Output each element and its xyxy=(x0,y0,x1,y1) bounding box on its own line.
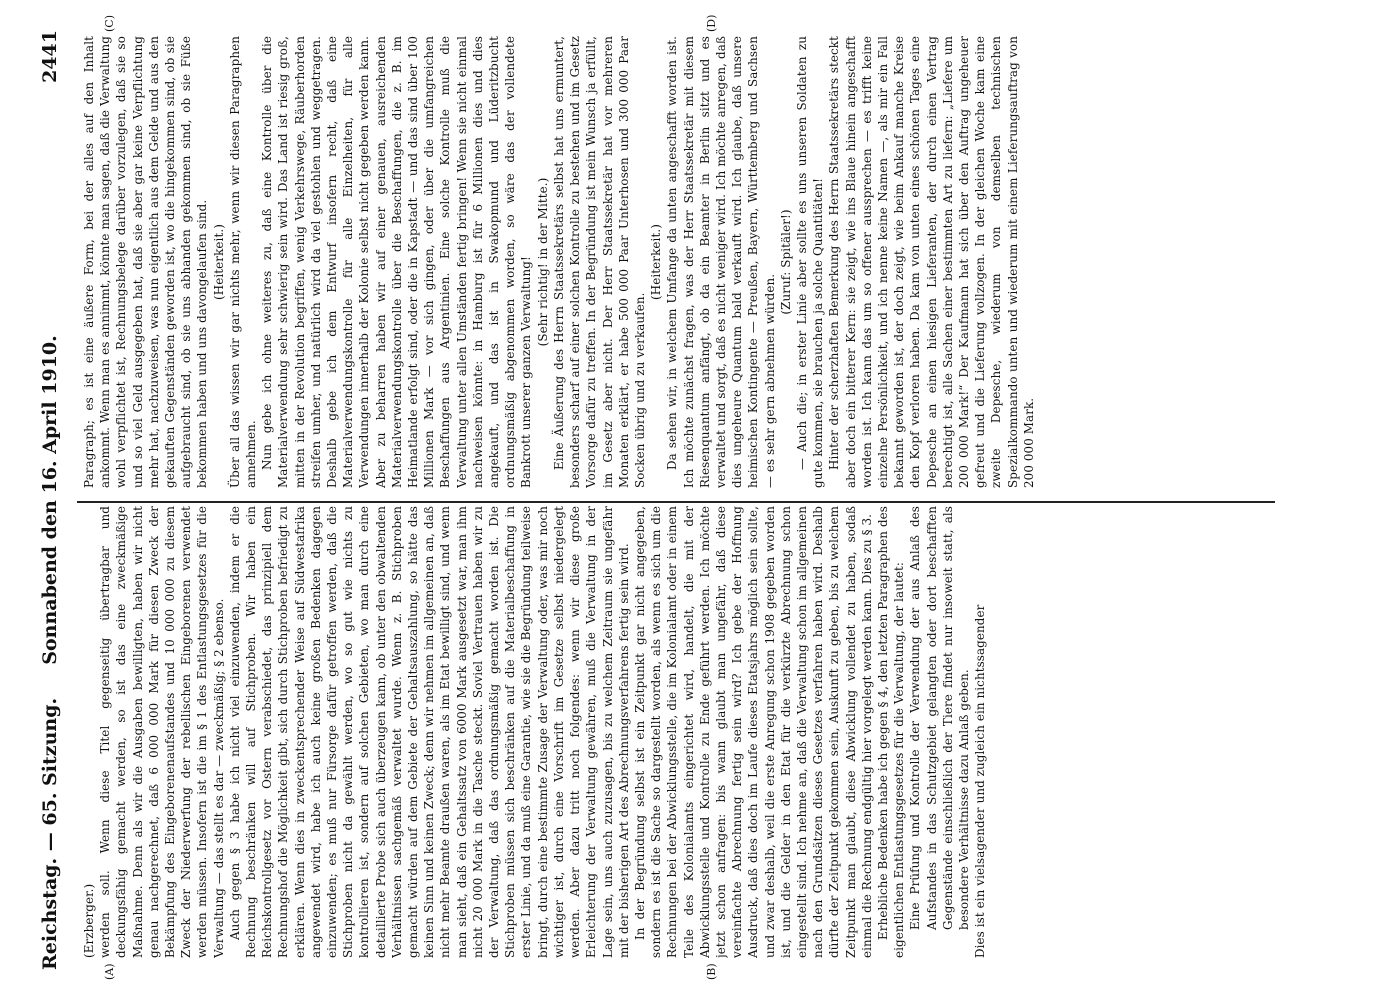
paragraph: Über all das wissen wir gar nichts mehr, wenn wir diesen Paragraphen annehmen. xyxy=(227,36,259,488)
paragraph: werden soll. Wenn diese Titel gegenseitig übertragbar und deckungsfähig gemacht werden, so ist das eine zweckmäßige Maßnahme. Denn als wir die Ausgaben bewilligten, haben wir nicht genau nachgerechnet, daß 6 000 000 Mark für diesen Zweck der Bekämpfung des Eingeborenenaufstandes und 10 000 000 zu diesem Zweck der Niederwerfung der rebellischen Eingeborenen verwendet werden müssen. Insofern ist die im § 1 des Entlastungsgesetzes für die Verwaltung — das stellt es dar — zweckmäßig; § 2 ebenso. xyxy=(98,506,226,958)
margin-mark-d: (D) xyxy=(705,14,718,32)
paragraph: In der Begründung selbst ist ein Zeitpunkt gar nicht angegeben, sondern es ist die Sache so dargestellt worden, als wenn es sich um die Rechnungen bei der Abwicklungsstelle, die im Kolonialamt oder in einem Teile des Kolonialamts eingerichtet wird, handelt, die mit der Abwicklungsstelle und Kontrolle zu Ende geführt werden. Ich möchte jetzt schon anfragen: bis wann glaubt man ungefähr, daß diese vereinfachte Abrechnung fertig sein wird? Ich gebe der Hoffnung Ausdruck, daß dies doch im Laufe dieses Etatsjahrs möglich sein sollte, und zwar deshalb, weil die erste Anregung schon 1908 gegeben worden ist, und die Gelder in den Etat für die verkürzte Abrechnung schon eingestellt sind. Ich nehme an, daß die Verwaltung schon im allgemeinen nach den Grundsätzen dieses Gesetzes verfahren haben wird. Deshalb dürfte der Zeitpunkt gekommen sein, Auskunft zu geben, bis zu welchem Zeitpunkt man glaubt, diese Abwicklung vollendet zu haben, sodaß einmal die Rechnung endgültig hier vorgelegt werden kann. Dies zu § 3. xyxy=(632,506,874,958)
margin-mark-b: (B) xyxy=(705,963,718,980)
column-divider xyxy=(77,501,1275,503)
left-column xyxy=(81,506,1271,958)
paragraph: Dies ist ein vielsagender und zugleich ein nichtssagender xyxy=(973,604,988,958)
interjection: (Sehr richtig! in der Mitte.) xyxy=(535,177,550,347)
right-column xyxy=(81,36,1271,488)
paragraph: Erhebliche Bedenken habe ich gegen § 4, den letzten Paragraphen des eigentlichen Entlastungsgesetzes für die Verwaltung, der lautet: xyxy=(875,506,907,958)
page-number: 2441 xyxy=(39,30,61,83)
paragraph: Hinter der scherzhaften Bemerkung des Herrn Staatssekretärs steckt aber doch ein bitterer Kern: sie zeigt, wie ins Blaue hinein angeschafft worden ist. Ich kann das um so offener aussprechen — es trifft keine einzelne Persönlichkeit, und ich nenne keine Namen —, als mir ein Fall bekannt geworden ist, der doch zeigt, wie beim Ankauf manche Kreise den Kopf verloren haben. Da kam von unten eines schönen Tages eine Depesche an einen hiesigen Lieferanten, der durch einen Vertrag berechtigt ist, alle Sachen einer bestimmten Art zu liefern: „Liefere um 200 000 Mark!“ Der Kaufmann hat sich über den Auftrag ungeheuer gefreut und die Lieferung vollzogen. In der gleichen Woche kam eine zweite Depesche, wiederum von demselben technischen Spezialkommando unten und wiederum mit einem Lieferungsauftrag von 200 000 Mark. xyxy=(827,36,1036,488)
paragraph: Nun gebe ich ohne weiteres zu, daß eine Kontrolle über die Materialverwendung sehr schwierig sein wird. Das Land ist riesig groß, mitten in der Revolution begriffen, wenig Verkehrswege, Räuberhorden streifen umher, und natürlich wird da viel gestohlen und weggetragen. Deshalb gebe ich dem Entwurf insofern recht, daß eine Materialverwendungskontrolle für alle Einzelheiten, für alle Verwendungen innerhalb der Kolonie selbst nicht gegeben werden kann. Aber zu beharren haben wir auf einer genauen, ausreichenden Materialverwendungskontrolle über die Beschaffungen, die z. B. im Heimatlande erfolgt sind, oder die in Kapstadt — und das sind über 100 Millionen Mark — vor sich gingen, oder über die umfangreichen Beschaffungen aus Argentinien. Eine solche Kontrolle muß die Verwaltung unter allen Umständen fertig bringen! Wenn sie nicht einmal nachweisen könnte: in Hamburg ist für 6 Millionen dies und dies angekauft, und das ist in Swakopmund und Lüderitzbucht ordnungsmäßig abgenommen worden, so wäre das der vollendete Bankrott unserer ganzen Verwaltung! xyxy=(260,36,534,488)
header-left: Reichstag. — 65. Sitzung. xyxy=(39,697,61,970)
header-date: Sonnabend den 16. April 1910. xyxy=(39,335,61,665)
interjection: (Heiterkeit.) xyxy=(649,224,664,300)
paragraph: Da sehen wir, in welchem Umfange da unten angeschafft worden ist. Ich möchte zunächst fragen, was der Herr Staatssekretär mit diesem Riesenquantum anfängt, ob da ein Beamter in Berlin sitzt und es verwaltet und sorgt, daß es nicht weniger wird. Ich möchte anregen, daß dies ungeheure Quantum bald verkauft wird. Ich glaube, daß unsere heimischen Kontingente — Preußen, Bayern, Württemberg und Sachsen — es sehr gern abnehmen würden. xyxy=(665,36,777,488)
speaker-tag: (Erzberger.) xyxy=(82,883,96,958)
paragraph: Auch gegen § 3 habe ich nicht viel einzuwenden, indem er die Rechnung beschränken will auf Stichproben. Wir haben ein Reichskontrollgesetz vor Ostern verabschiedet, das prinzipiell dem Rechnungshof die Möglichkeit gibt, sich durch Stichproben befriedigt zu erklären. Wenn dies in zweckentsprechender Weise auf Südwestafrika angewendet wird, habe ich auch keine großen Bedenken dagegen einzuwenden; es muß nur Fürsorge dafür getroffen werden, daß die Stichproben nicht da gewählt werden, wo so gut wie nichts zu kontrollieren ist, sondern auf solchen Gebieten, wo man durch eine detaillierte Probe sich auch überzeugen kann, ob unter den obwaltenden Verhältnissen sachgemäß verwaltet wurde. Wenn z. B. Stichproben gemacht würden auf dem Gebiete der Gehaltsauszahlung, so hätte das keinen Sinn und keinen Zweck; denn wir nehmen im allgemeinen an, daß nicht mehr Beamte draußen waren, als im Etat bewilligt sind, und wenn man sieht, daß ein Gehaltssatz von 6000 Mark ausgesetzt war, man ihm nicht 20 000 Mark in die Tasche steckt. Soviel Vertrauen haben wir zu der Verwaltung, daß das ordnungsmäßig gemacht worden ist. Die Stichproben müssen sich beschränken auf die Materialbeschaffung in erster Linie, und da muß eine Garantie, wie sie die Begründung teilweise bringt, durch eine bestimmte Zusage der Verwaltung oder, was mir noch wichtiger ist, durch eine Vorschrift im Gesetze selbst niedergelegt werden. Aber dazu tritt noch folgendes: wenn wir diese große Erleichterung der Verwaltung gewähren, muß die Verwaltung in der Lage sein, uns auch zuzusagen, bis zu welchem Zeitraum sie ungefähr mit der bisherigen Art des Abrechnungsverfahrens fertig sein wird. xyxy=(227,506,631,958)
quoted-paragraph: Eine Prüfung und Kontrolle der Verwendung der aus Anlaß des Aufstandes in das Schutzgebiet gelangten oder dort beschafften Gegenstände einschließlich der Tiere findet nur insoweit statt, als besondere Verhältnisse dazu Anlaß geben. xyxy=(908,506,971,930)
interjection: (Heiterkeit.) xyxy=(211,224,226,300)
scanned-page xyxy=(15,0,1305,1000)
interjection: (Zuruf: Spitäler!) xyxy=(778,209,793,315)
margin-mark-c: (C) xyxy=(103,15,116,32)
paragraph: Paragraph; es ist eine äußere Form, bei der alles auf den Inhalt ankommt. Wenn man es annimmt, könnte man sagen, daß die Verwaltung wohl verpflichtet ist, Rechnungsbelege darüber vorzulegen, daß sie so und so viel Geld ausgegeben hat, daß sie aber gar keine Verpflichtung mehr hat, nachzuweisen, was nun eigentlich aus dem Gelde und aus den gekauften Gegenständen geworden ist, wo die hingekommen sind, ob sie aufgebraucht sind, ob sie uns abhanden gekommen sind, ob sie Füße bekommen haben und uns davongelaufen sind. xyxy=(82,36,210,488)
page-header xyxy=(33,30,69,970)
margin-mark-a: (A) xyxy=(103,963,116,980)
paragraph: — Auch die; in erster Linie aber sollte es uns unseren Soldaten zu gute kommen, sie brauchen ja solche Quantitäten! xyxy=(794,36,826,488)
paragraph: Eine Äußerung des Herrn Staatssekretärs selbst hat uns ermuntert, besonders scharf auf einer solchen Kontrolle zu bestehen und im Gesetz Vorsorge dafür zu treffen. In der Begründung ist mein Wunsch ja erfüllt, im Gesetz aber nicht. Der Herr Staatssekretär hat vor mehreren Monaten erklärt, er habe 500 000 Paar Unterhosen und 300 000 Paar Socken übrig und zu verkaufen. xyxy=(551,36,647,488)
digitization-credit xyxy=(1361,10,1375,990)
